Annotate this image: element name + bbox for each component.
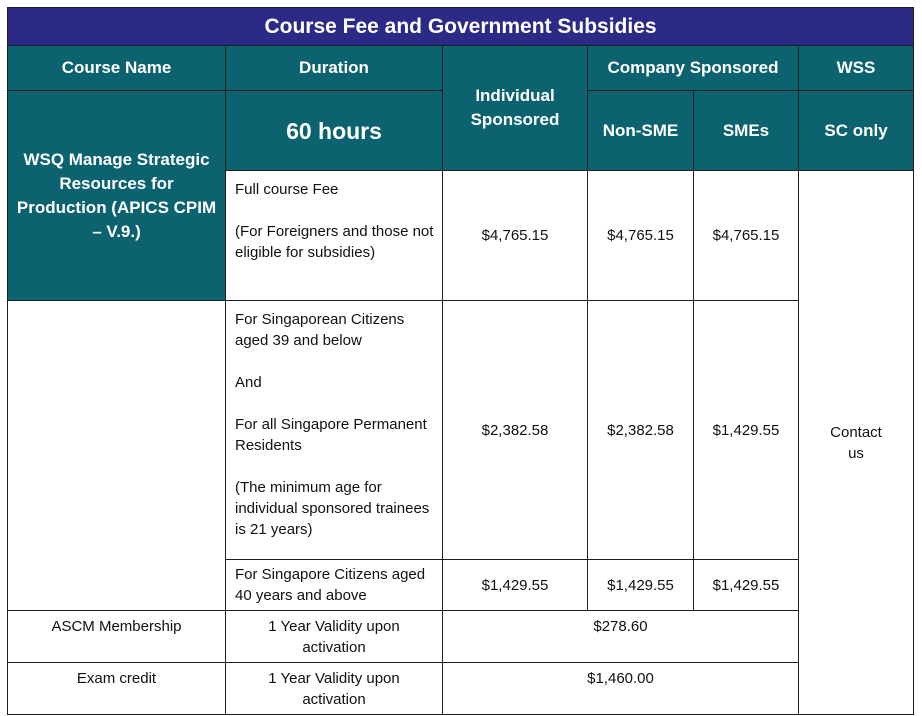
header-wss: WSS: [799, 46, 914, 91]
exam-price: $1,460.00: [443, 663, 799, 715]
fee-table-container: [7, 7, 914, 715]
wss-contact: [799, 171, 914, 715]
sc39-non-sme: $2,382.58: [588, 301, 694, 560]
sc39-line2: And: [235, 374, 262, 391]
course-name-cell: WSQ Manage Strategic Resources for Production (APICS CPIM – V.9.): [8, 91, 226, 301]
ascm-membership-name: ASCM Membership: [8, 611, 226, 663]
sc39-smes: $1,429.55: [694, 301, 799, 560]
sc40-individual: $1,429.55: [443, 560, 588, 611]
duration-value: 60 hours: [226, 91, 443, 171]
header-individual-label: Individual Sponsored: [470, 86, 560, 129]
sc40-description: For Singapore Citizens aged 40 years and above: [226, 560, 443, 611]
sc39-individual: $2,382.58: [443, 301, 588, 560]
full-fee-smes: $4,765.15: [694, 171, 799, 301]
fee-table: [7, 7, 914, 715]
full-fee-description: [226, 171, 443, 301]
header-course-name: Course Name: [8, 46, 226, 91]
sc40-non-sme: $1,429.55: [588, 560, 694, 611]
header-duration: Duration: [226, 46, 443, 91]
full-fee-individual: $4,765.15: [443, 171, 588, 301]
header-individual-sponsored: [443, 46, 588, 171]
header-non-sme: Non-SME: [588, 91, 694, 171]
header-sc-only: SC only: [799, 91, 914, 171]
header-company-sponsored: Company Sponsored: [588, 46, 799, 91]
sc39-line1: For Singaporean Citizens aged 39 and below: [235, 311, 405, 349]
ascm-validity-text: 1 Year Validity upon activation: [268, 618, 400, 656]
sc40-smes: $1,429.55: [694, 560, 799, 611]
exam-validity: [226, 663, 443, 715]
header-smes: SMEs: [694, 91, 799, 171]
full-fee-label: Full course Fee: [235, 181, 339, 198]
wss-contact-text: Contact us: [830, 423, 882, 462]
ascm-validity: [226, 611, 443, 663]
sc39-line3: For all Singapore Permanent Residents: [235, 416, 427, 454]
full-fee-note: (For Foreigners and those not eligible for subsidies): [235, 223, 434, 261]
sc39-description: [226, 301, 443, 560]
exam-validity-text: 1 Year Validity upon activation: [268, 670, 400, 708]
empty-course-cell: [8, 301, 226, 611]
exam-credit-name: Exam credit: [8, 663, 226, 715]
full-fee-non-sme: $4,765.15: [588, 171, 694, 301]
ascm-price: $278.60: [443, 611, 799, 663]
sc39-line4: (The minimum age for individual sponsored trainees is 21 years): [235, 479, 430, 538]
table-title: Course Fee and Government Subsidies: [8, 8, 914, 46]
